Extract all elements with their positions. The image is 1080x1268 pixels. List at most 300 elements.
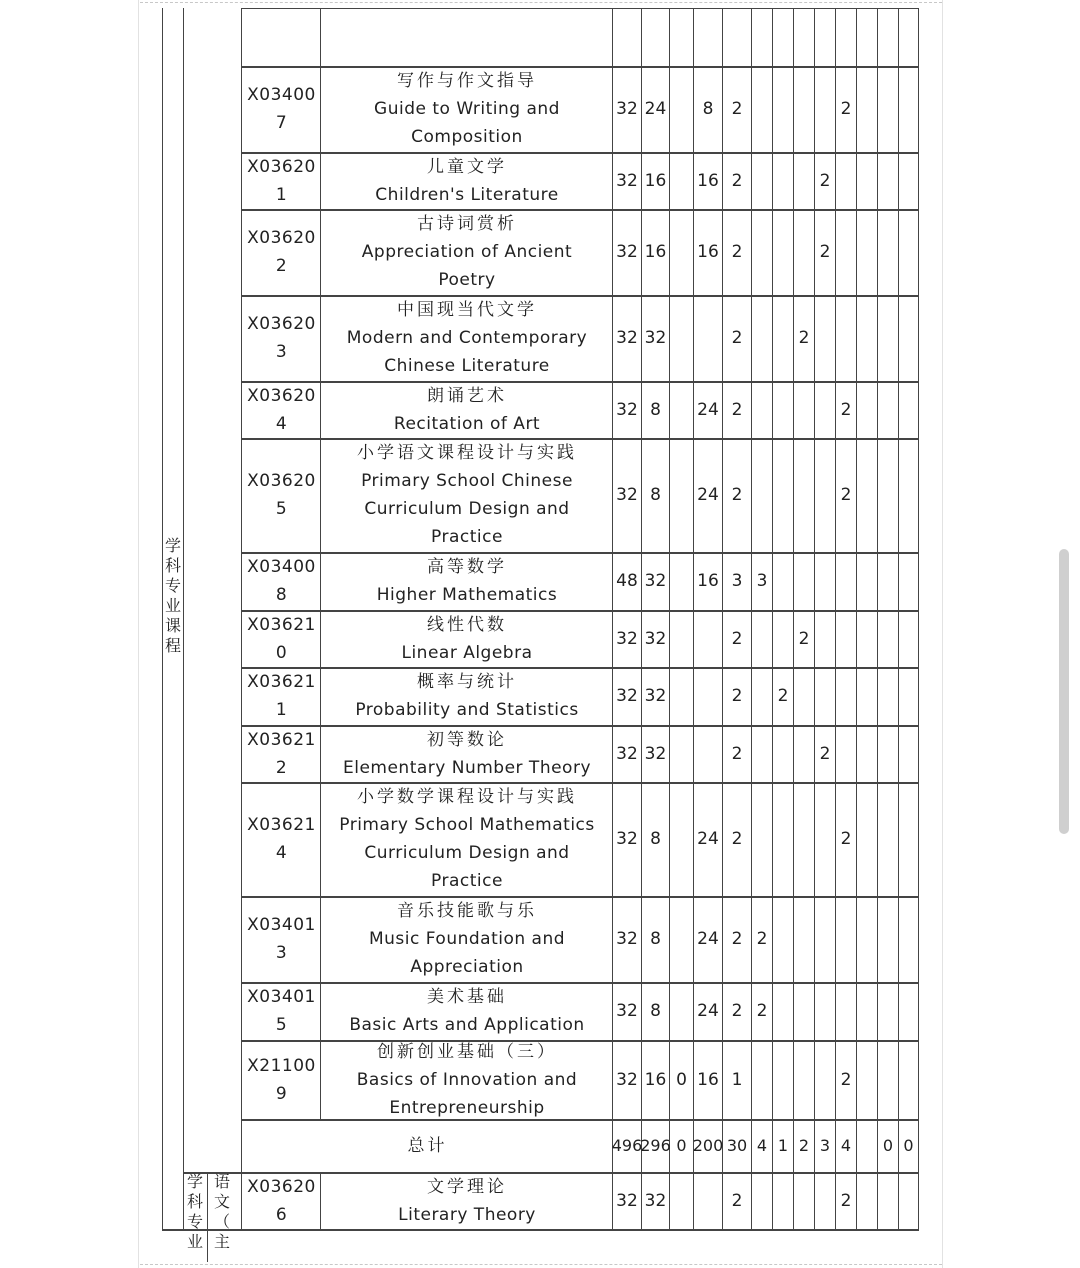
total-label bbox=[243, 1119, 612, 1172]
course-code bbox=[243, 725, 320, 782]
value-cell bbox=[815, 725, 835, 782]
value-text: 2 bbox=[731, 170, 743, 191]
value-cell bbox=[694, 1040, 722, 1119]
value-cell bbox=[857, 552, 877, 610]
value-cell bbox=[878, 1040, 898, 1119]
total-value: 0 bbox=[903, 1135, 914, 1155]
value-text: 32 bbox=[644, 686, 667, 706]
value-cell bbox=[878, 610, 898, 667]
value-text: 16 bbox=[644, 1069, 667, 1090]
value-cell bbox=[694, 725, 722, 782]
value-cell bbox=[752, 66, 772, 152]
value-text: 2 bbox=[777, 686, 789, 706]
course-name-en: Practice bbox=[431, 527, 503, 547]
value-cell bbox=[773, 667, 793, 725]
total-value-cell bbox=[815, 1119, 835, 1172]
value-cell bbox=[642, 1040, 669, 1119]
value-text: 3 bbox=[731, 571, 743, 591]
value-cell bbox=[613, 381, 641, 438]
value-cell bbox=[642, 1172, 669, 1229]
value-text: 32 bbox=[616, 743, 638, 764]
value-text: 32 bbox=[616, 1190, 638, 1211]
value-cell bbox=[642, 667, 669, 725]
value-text: 32 bbox=[644, 571, 667, 591]
value-cell bbox=[670, 982, 693, 1040]
value-cell bbox=[836, 1172, 856, 1229]
course-name bbox=[322, 896, 612, 982]
value-text: 16 bbox=[697, 571, 719, 591]
value-text: 32 bbox=[616, 485, 638, 505]
label-char: 业 bbox=[186, 1232, 203, 1251]
value-text: 2 bbox=[731, 399, 743, 420]
value-text: 8 bbox=[650, 399, 661, 420]
value-cell bbox=[878, 209, 898, 295]
value-cell bbox=[752, 438, 772, 552]
course-name bbox=[322, 438, 612, 552]
value-cell bbox=[794, 66, 814, 152]
page-edge bbox=[942, 0, 943, 1268]
value-cell bbox=[642, 725, 669, 782]
value-cell bbox=[878, 295, 898, 381]
value-cell bbox=[613, 667, 641, 725]
course-name bbox=[322, 667, 612, 725]
value-cell bbox=[613, 982, 641, 1040]
value-cell bbox=[752, 667, 772, 725]
course-code-line: X03621 bbox=[247, 729, 316, 750]
course-code-line: 9 bbox=[275, 1083, 288, 1104]
course-code bbox=[243, 66, 320, 152]
total-value-cell bbox=[773, 1119, 793, 1172]
course-code-line: 8 bbox=[275, 585, 288, 605]
page-edge bbox=[140, 2, 942, 3]
value-cell bbox=[613, 896, 641, 982]
total-value: 200 bbox=[692, 1135, 724, 1155]
value-cell bbox=[642, 982, 669, 1040]
course-code-line: X03621 bbox=[247, 672, 316, 692]
value-cell bbox=[613, 1040, 641, 1119]
course-name-cn: 高等数学 bbox=[426, 557, 507, 577]
value-cell bbox=[899, 610, 918, 667]
value-cell bbox=[878, 438, 898, 552]
value-cell bbox=[670, 209, 693, 295]
column-border bbox=[241, 8, 242, 1172]
value-cell bbox=[752, 152, 772, 209]
course-code bbox=[243, 782, 320, 896]
value-cell bbox=[752, 1040, 772, 1119]
course-code bbox=[243, 295, 320, 381]
value-text: 24 bbox=[697, 829, 719, 849]
value-cell bbox=[613, 552, 641, 610]
value-cell bbox=[694, 982, 722, 1040]
value-text: 16 bbox=[644, 170, 667, 191]
value-cell bbox=[836, 667, 856, 725]
course-code-line: 1 bbox=[275, 700, 288, 720]
value-text: 24 bbox=[644, 99, 667, 119]
course-code-line: 3 bbox=[275, 342, 288, 362]
value-cell bbox=[723, 1040, 751, 1119]
value-cell bbox=[642, 152, 669, 209]
value-text: 32 bbox=[616, 628, 638, 649]
total-value: 4 bbox=[756, 1135, 768, 1155]
course-code bbox=[243, 438, 320, 552]
value-cell bbox=[613, 209, 641, 295]
value-cell bbox=[794, 667, 814, 725]
value-text: 8 bbox=[650, 929, 661, 949]
value-cell bbox=[878, 381, 898, 438]
label-char: 专 bbox=[164, 576, 181, 595]
value-cell bbox=[723, 209, 751, 295]
value-cell bbox=[642, 66, 669, 152]
value-cell bbox=[723, 152, 751, 209]
value-cell bbox=[694, 66, 722, 152]
label-char: 程 bbox=[164, 636, 181, 655]
value-cell bbox=[773, 381, 793, 438]
total-value: 4 bbox=[840, 1135, 852, 1155]
course-name bbox=[322, 725, 612, 782]
course-name-en: Practice bbox=[431, 871, 503, 891]
value-cell bbox=[794, 381, 814, 438]
value-cell bbox=[670, 782, 693, 896]
course-code-line: 5 bbox=[275, 1015, 288, 1035]
value-cell bbox=[773, 209, 793, 295]
course-name-en: Composition bbox=[411, 127, 523, 147]
value-text: 2 bbox=[840, 829, 852, 849]
value-text: 32 bbox=[616, 929, 638, 949]
value-text: 2 bbox=[840, 485, 852, 505]
value-text: 16 bbox=[644, 242, 667, 262]
value-cell bbox=[857, 209, 877, 295]
value-cell bbox=[642, 782, 669, 896]
value-cell bbox=[857, 782, 877, 896]
value-cell bbox=[794, 610, 814, 667]
value-text: 3 bbox=[756, 571, 768, 591]
course-name-cn: 初等数论 bbox=[427, 729, 507, 750]
value-cell bbox=[723, 552, 751, 610]
value-cell bbox=[723, 896, 751, 982]
course-code bbox=[243, 896, 320, 982]
value-cell bbox=[642, 610, 669, 667]
value-cell bbox=[773, 552, 793, 610]
value-cell bbox=[815, 66, 835, 152]
value-cell bbox=[815, 896, 835, 982]
value-cell bbox=[794, 152, 814, 209]
value-cell bbox=[670, 667, 693, 725]
column-border bbox=[320, 8, 321, 1119]
value-cell bbox=[670, 381, 693, 438]
value-cell bbox=[878, 725, 898, 782]
value-cell bbox=[694, 295, 722, 381]
value-cell bbox=[836, 209, 856, 295]
total-value: 2 bbox=[798, 1135, 810, 1155]
label-char: 专 bbox=[186, 1212, 203, 1231]
label-char: 科 bbox=[186, 1192, 203, 1211]
value-cell bbox=[642, 896, 669, 982]
value-cell bbox=[670, 66, 693, 152]
value-cell bbox=[857, 667, 877, 725]
course-name-en: Linear Algebra bbox=[401, 642, 533, 663]
value-cell bbox=[723, 381, 751, 438]
total-value-cell bbox=[613, 1119, 641, 1172]
course-code-line: X03621 bbox=[247, 614, 316, 635]
course-name-en: Chinese Literature bbox=[384, 356, 550, 376]
course-name-en: Appreciation bbox=[410, 957, 524, 977]
value-cell bbox=[878, 667, 898, 725]
value-cell bbox=[815, 1040, 835, 1119]
course-name-cn: 小学语文课程设计与实践 bbox=[357, 443, 577, 463]
course-code-line: X21100 bbox=[247, 1055, 316, 1076]
value-cell bbox=[613, 725, 641, 782]
value-text: 32 bbox=[644, 743, 667, 764]
value-text: 32 bbox=[616, 1069, 638, 1090]
course-name-en: Probability and Statistics bbox=[355, 700, 579, 720]
value-cell bbox=[752, 1172, 772, 1229]
value-text: 2 bbox=[731, 99, 743, 119]
value-cell bbox=[773, 295, 793, 381]
value-cell bbox=[670, 896, 693, 982]
value-cell bbox=[613, 782, 641, 896]
value-cell bbox=[857, 1172, 877, 1229]
course-code-line: X03620 bbox=[247, 156, 316, 177]
value-text: 32 bbox=[616, 99, 638, 119]
course-code-line: 7 bbox=[275, 113, 288, 133]
value-cell bbox=[794, 982, 814, 1040]
value-text: 2 bbox=[798, 328, 810, 348]
total-value: 296 bbox=[640, 1135, 671, 1155]
value-cell bbox=[752, 381, 772, 438]
section-label bbox=[163, 536, 183, 656]
total-value-cell bbox=[670, 1119, 693, 1172]
course-name-en: Entrepreneurship bbox=[389, 1097, 545, 1118]
value-cell bbox=[836, 896, 856, 982]
value-cell bbox=[752, 209, 772, 295]
value-cell bbox=[815, 209, 835, 295]
value-cell bbox=[899, 667, 918, 725]
value-cell bbox=[773, 725, 793, 782]
value-cell bbox=[899, 725, 918, 782]
course-name bbox=[322, 381, 612, 438]
value-cell bbox=[836, 295, 856, 381]
course-code-line: X03620 bbox=[247, 385, 316, 406]
sub-section-label bbox=[209, 1172, 235, 1252]
course-code-line: 0 bbox=[275, 642, 288, 663]
value-cell bbox=[899, 982, 918, 1040]
value-cell bbox=[773, 782, 793, 896]
course-name-cn: 文学理论 bbox=[427, 1176, 507, 1197]
column-border bbox=[241, 1172, 242, 1231]
value-cell bbox=[723, 438, 751, 552]
value-cell bbox=[836, 66, 856, 152]
value-cell bbox=[773, 610, 793, 667]
table-bottom-border bbox=[162, 1229, 919, 1231]
value-cell bbox=[836, 982, 856, 1040]
value-cell bbox=[857, 610, 877, 667]
total-value-cell bbox=[723, 1119, 751, 1172]
value-cell bbox=[694, 438, 722, 552]
value-cell bbox=[857, 152, 877, 209]
value-cell bbox=[794, 896, 814, 982]
label-char: 业 bbox=[164, 596, 181, 615]
value-cell bbox=[773, 1172, 793, 1229]
label-char: 语 bbox=[213, 1172, 230, 1191]
label-char: 文 bbox=[213, 1192, 230, 1211]
value-cell bbox=[794, 1172, 814, 1229]
value-cell bbox=[694, 1172, 722, 1229]
value-cell bbox=[878, 552, 898, 610]
course-code-line: X03401 bbox=[247, 987, 316, 1007]
value-cell bbox=[670, 1040, 693, 1119]
value-cell bbox=[815, 438, 835, 552]
value-cell bbox=[878, 152, 898, 209]
course-code bbox=[243, 381, 320, 438]
course-code-line: 1 bbox=[275, 184, 288, 205]
value-cell bbox=[899, 782, 918, 896]
value-cell bbox=[752, 982, 772, 1040]
course-code-line: X03401 bbox=[247, 915, 316, 935]
course-name-en: Music Foundation and bbox=[368, 929, 566, 949]
value-text: 2 bbox=[840, 1069, 852, 1090]
value-cell bbox=[836, 381, 856, 438]
value-text: 2 bbox=[756, 929, 768, 949]
value-cell bbox=[857, 1040, 877, 1119]
value-text: 2 bbox=[731, 628, 743, 649]
value-cell bbox=[815, 982, 835, 1040]
course-code bbox=[243, 1040, 320, 1119]
value-cell bbox=[613, 438, 641, 552]
course-name bbox=[322, 1172, 612, 1229]
label-char: 学 bbox=[186, 1172, 203, 1191]
value-cell bbox=[694, 896, 722, 982]
value-text: 2 bbox=[731, 328, 743, 348]
value-cell bbox=[694, 610, 722, 667]
value-cell bbox=[836, 152, 856, 209]
value-text: 2 bbox=[798, 628, 810, 649]
value-cell bbox=[878, 896, 898, 982]
course-name-cn: 朗诵艺术 bbox=[426, 385, 507, 406]
course-code bbox=[243, 667, 320, 725]
value-text: 32 bbox=[616, 242, 638, 262]
course-name-en: Primary School Chinese bbox=[361, 471, 573, 491]
course-name-en: Primary School Mathematics bbox=[339, 815, 595, 835]
value-cell bbox=[899, 381, 918, 438]
value-cell bbox=[773, 1040, 793, 1119]
value-cell bbox=[878, 982, 898, 1040]
course-code-line: X03620 bbox=[247, 1176, 316, 1197]
value-cell bbox=[815, 295, 835, 381]
value-cell bbox=[857, 982, 877, 1040]
value-text: 2 bbox=[840, 1190, 852, 1211]
value-cell bbox=[794, 552, 814, 610]
total-value-cell bbox=[752, 1119, 772, 1172]
course-name-cn: 古诗词赏析 bbox=[417, 214, 517, 234]
course-name-en: Curriculum Design and bbox=[364, 499, 570, 519]
course-code-line: 4 bbox=[275, 843, 288, 863]
value-text: 32 bbox=[616, 1001, 638, 1021]
value-cell bbox=[836, 1040, 856, 1119]
value-text: 32 bbox=[616, 328, 638, 348]
course-name-cn: 美术基础 bbox=[426, 987, 507, 1007]
total-value: 496 bbox=[611, 1135, 643, 1155]
course-name-en: Poetry bbox=[438, 270, 496, 290]
value-cell bbox=[670, 295, 693, 381]
value-cell bbox=[723, 295, 751, 381]
value-cell bbox=[613, 610, 641, 667]
value-cell bbox=[670, 438, 693, 552]
value-cell bbox=[794, 209, 814, 295]
value-cell bbox=[694, 782, 722, 896]
course-code-line: 4 bbox=[275, 413, 288, 434]
course-code-line: 6 bbox=[275, 1204, 288, 1225]
course-code bbox=[243, 152, 320, 209]
value-text: 8 bbox=[650, 829, 661, 849]
total-value-cell bbox=[836, 1119, 856, 1172]
value-text: 2 bbox=[731, 1001, 743, 1021]
value-text: 8 bbox=[650, 1001, 661, 1021]
value-text: 24 bbox=[697, 399, 719, 420]
value-cell bbox=[815, 152, 835, 209]
course-code-line: X03621 bbox=[247, 815, 316, 835]
course-name-en: Children's Literature bbox=[375, 184, 559, 205]
value-text: 2 bbox=[731, 485, 743, 505]
value-cell bbox=[794, 438, 814, 552]
value-cell bbox=[857, 295, 877, 381]
value-cell bbox=[857, 66, 877, 152]
value-cell bbox=[723, 66, 751, 152]
value-text: 2 bbox=[731, 929, 743, 949]
value-cell bbox=[836, 782, 856, 896]
value-text: 2 bbox=[819, 170, 831, 191]
value-cell bbox=[642, 209, 669, 295]
value-text: 8 bbox=[650, 485, 661, 505]
value-cell bbox=[752, 782, 772, 896]
value-cell bbox=[836, 610, 856, 667]
value-cell bbox=[815, 552, 835, 610]
value-text: 2 bbox=[731, 743, 743, 764]
value-cell bbox=[613, 1172, 641, 1229]
value-cell bbox=[899, 66, 918, 152]
value-cell bbox=[773, 982, 793, 1040]
value-text: 2 bbox=[819, 743, 831, 764]
value-cell bbox=[613, 295, 641, 381]
course-name-cn: 儿童文学 bbox=[427, 156, 507, 177]
course-name bbox=[322, 66, 612, 152]
column-border bbox=[207, 1172, 208, 1262]
page-edge bbox=[138, 0, 139, 1268]
value-cell bbox=[694, 209, 722, 295]
value-cell bbox=[857, 896, 877, 982]
value-cell bbox=[773, 152, 793, 209]
total-value-cell bbox=[694, 1119, 722, 1172]
column-border bbox=[918, 8, 919, 1231]
value-text: 2 bbox=[756, 1001, 768, 1021]
course-name bbox=[322, 152, 612, 209]
course-name-cn: 小学数学课程设计与实践 bbox=[357, 787, 577, 807]
course-name-en: Elementary Number Theory bbox=[342, 757, 592, 778]
value-text: 32 bbox=[616, 170, 638, 191]
value-text: 32 bbox=[644, 1190, 667, 1211]
course-code bbox=[243, 982, 320, 1040]
total-value-cell bbox=[794, 1119, 814, 1172]
value-cell bbox=[836, 438, 856, 552]
page-edge bbox=[140, 1264, 942, 1265]
course-name-cn: 音乐技能歌与乐 bbox=[397, 901, 537, 921]
table-top-border bbox=[241, 8, 919, 9]
value-cell bbox=[899, 552, 918, 610]
value-text: 8 bbox=[702, 99, 714, 119]
value-text: 2 bbox=[840, 99, 852, 119]
value-cell bbox=[670, 1172, 693, 1229]
course-name-cn: 写作与作文指导 bbox=[397, 71, 537, 91]
scrollbar[interactable] bbox=[1059, 549, 1069, 834]
